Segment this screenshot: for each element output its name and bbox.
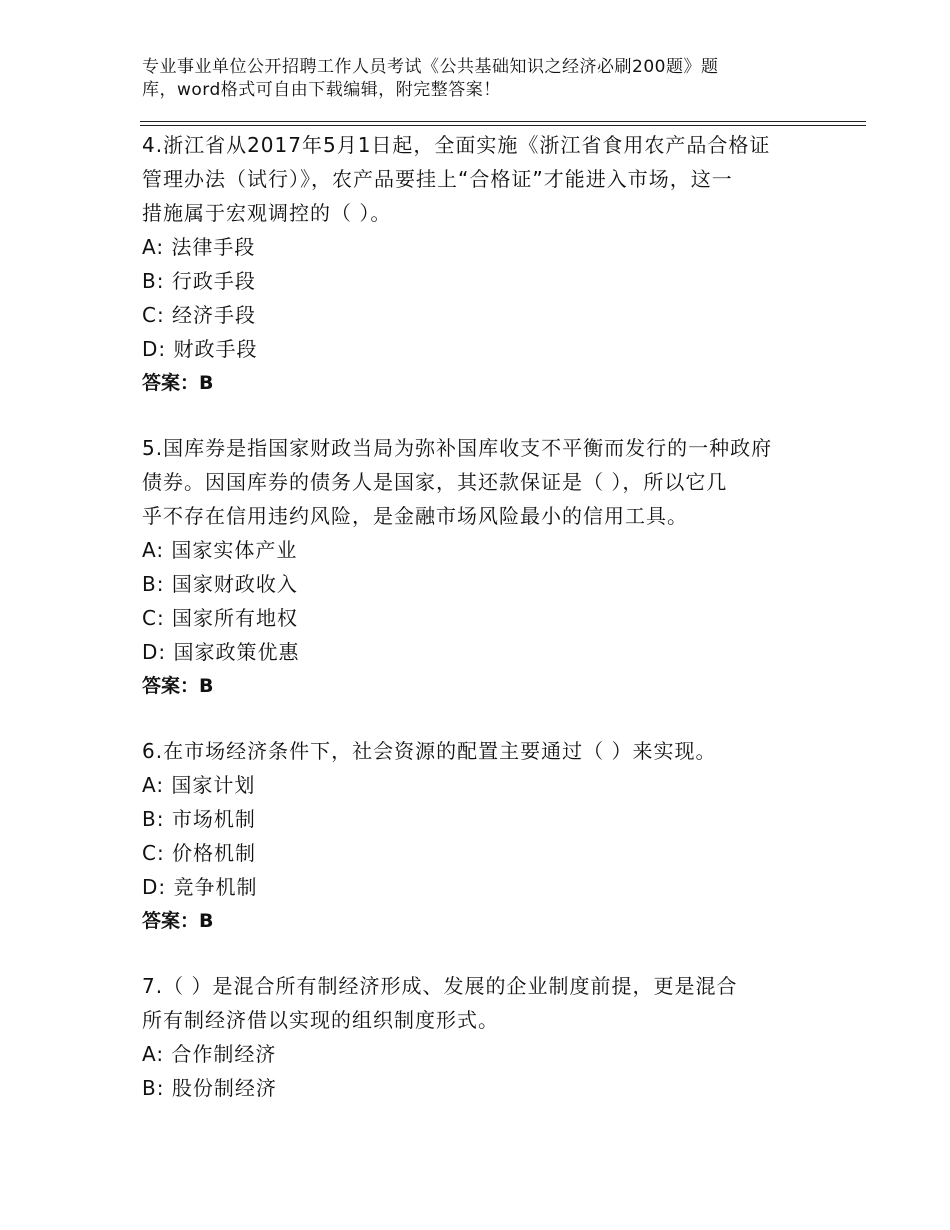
answer-label: 答案：B [142, 910, 214, 932]
option-b: B: 市场机制 [142, 807, 256, 831]
question-4 [142, 128, 822, 400]
header-line-2: 库，word格式可自由下载编辑，附完整答案！ [142, 80, 501, 100]
question-text-line: 所有制经济借以实现的组织制度形式。 [142, 1008, 499, 1032]
answer-label: 答案：B [142, 675, 214, 697]
option-c: C: 经济手段 [142, 303, 257, 327]
question-text-line: 措施属于宏观调控的（ ）。 [142, 201, 392, 225]
document-header [142, 56, 842, 102]
question-text-line: 6.在市场经济条件下，社会资源的配置主要通过（ ）来实现。 [142, 739, 717, 763]
option-b: B: 行政手段 [142, 269, 256, 293]
question-text-line: 债券。因国库券的债务人是国家，其还款保证是（ ），所以它几 [142, 470, 728, 494]
header-rule-top [140, 121, 866, 122]
option-d: D: 竞争机制 [142, 875, 258, 899]
question-text-line: 4.浙江省从2017年5月1日起，全面实施《浙江省食用农产品合格证 [142, 133, 771, 157]
option-a: A: 国家计划 [142, 773, 256, 797]
option-c: C: 国家所有地权 [142, 606, 299, 630]
question-6 [142, 734, 822, 938]
option-a: A: 法律手段 [142, 235, 256, 259]
question-5 [142, 431, 822, 703]
question-text-line: 管理办法（试行）》，农产品要挂上“合格证”才能进入市场，这一 [142, 167, 733, 191]
answer-label: 答案：B [142, 372, 214, 394]
question-list [142, 128, 822, 1136]
question-7 [142, 969, 822, 1105]
option-d: D: 财政手段 [142, 337, 258, 361]
option-c: C: 价格机制 [142, 841, 257, 865]
question-text-line: 5.国库券是指国家财政当局为弥补国库收支不平衡而发行的一种政府 [142, 436, 773, 460]
option-b: B: 股份制经济 [142, 1076, 277, 1100]
option-b: B: 国家财政收入 [142, 572, 298, 596]
header-rule-bottom [140, 125, 866, 126]
header-line-1: 专业事业单位公开招聘工作人员考试《公共基础知识之经济必刷200题》题 [142, 57, 719, 77]
option-a: A: 合作制经济 [142, 1042, 277, 1066]
question-text-line: 乎不存在信用违约风险，是金融市场风险最小的信用工具。 [142, 504, 688, 528]
option-a: A: 国家实体产业 [142, 538, 298, 562]
option-d: D: 国家政策优惠 [142, 640, 300, 664]
question-text-line: 7.（ ）是混合所有制经济形成、发展的企业制度前提，更是混合 [142, 974, 738, 998]
